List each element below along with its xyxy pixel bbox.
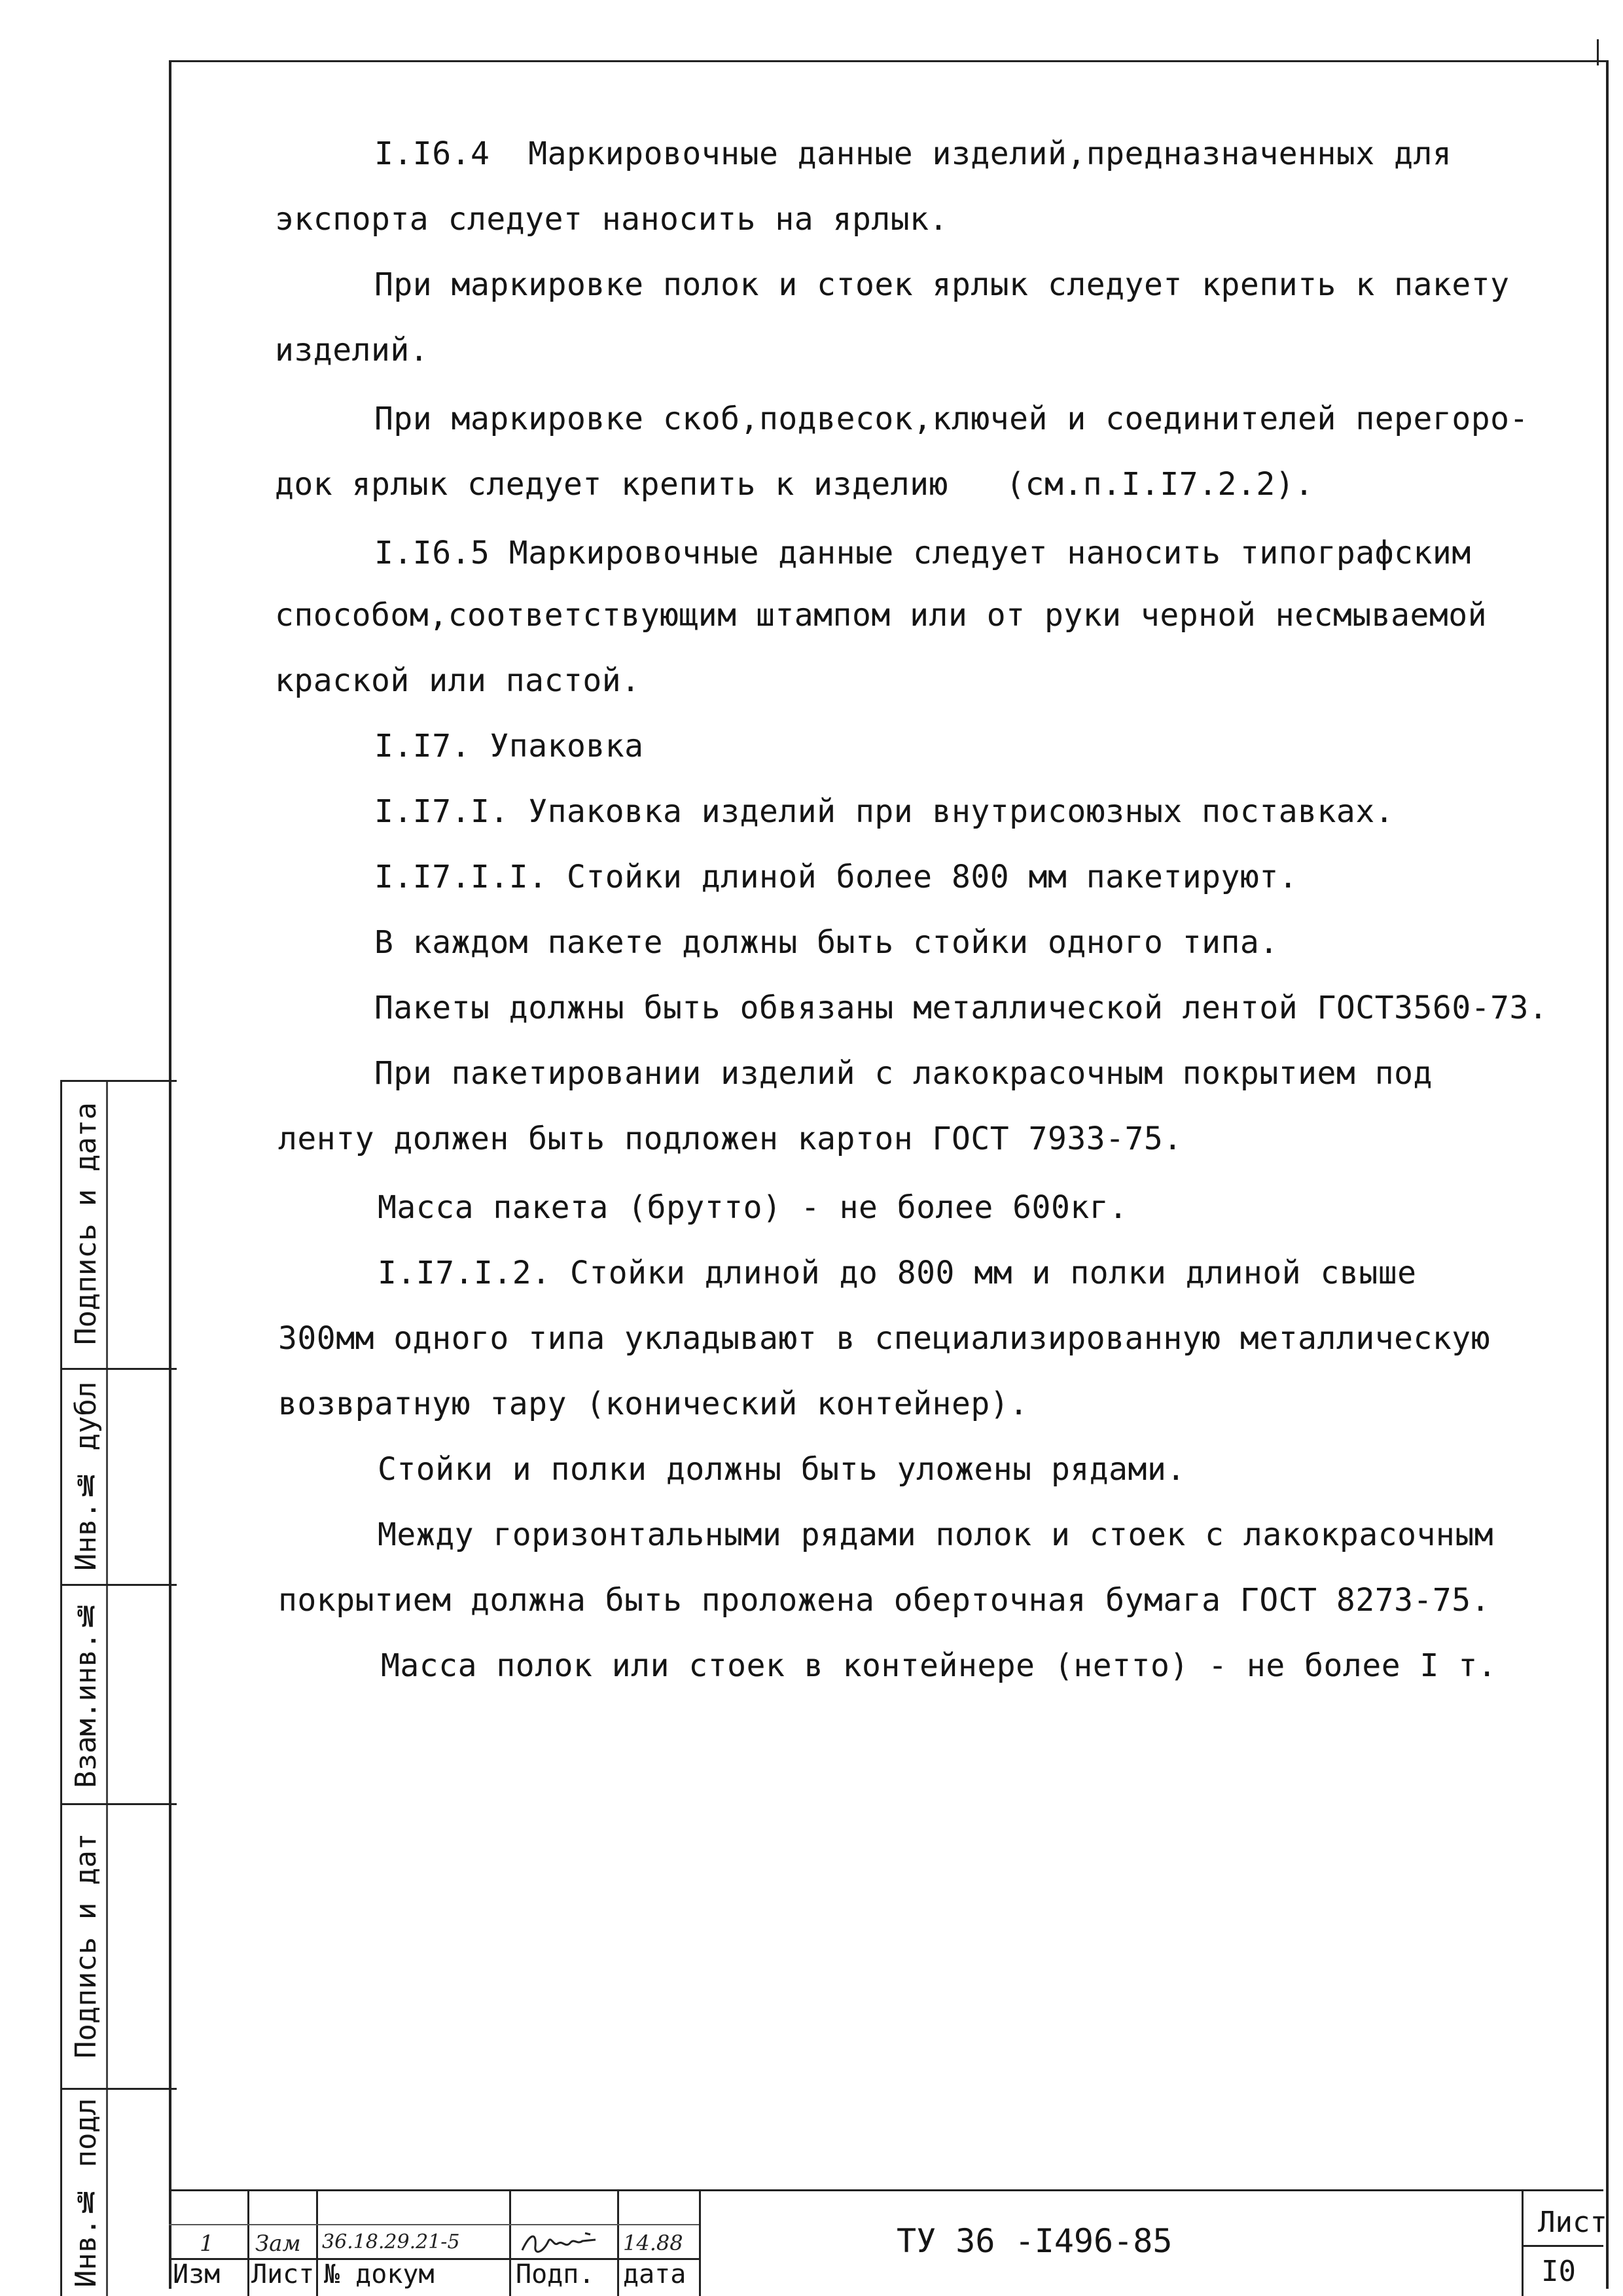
margin-border-left	[60, 1080, 62, 2296]
title-block-col	[617, 2189, 619, 2296]
sheet-box-divider	[1522, 2245, 1603, 2247]
paragraph-line: При пакетировании изделий с лакокрасочным покрытием под	[374, 1055, 1433, 1092]
margin-divider	[60, 2088, 169, 2090]
margin-divider-ext	[169, 2088, 177, 2090]
header-izm: Изм	[173, 2259, 221, 2289]
list-value: Зам	[255, 2231, 301, 2257]
title-block-col	[316, 2189, 318, 2296]
frame-corner-tick	[1597, 39, 1599, 65]
margin-label-podpis-data: Подпись и дата	[69, 1102, 103, 1346]
margin-divider-ext	[169, 1080, 177, 1082]
paragraph-line: I.I7.I.2. Стойки длиной до 800 мм и полки длиной свыше	[378, 1255, 1417, 1291]
header-dokum: № докум	[324, 2259, 435, 2289]
title-block-border	[169, 2189, 1603, 2191]
title-block-col	[247, 2189, 249, 2296]
paragraph-line: Масса полок или стоек в контейнере (нетто) - не более I т.	[381, 1647, 1497, 1684]
margin-divider	[60, 1803, 169, 1805]
header-podp: Подп.	[516, 2259, 595, 2289]
paragraph-line: Пакеты должны быть обвязаны металлической лентой ГОСТ3560-73.	[374, 990, 1548, 1026]
paragraph-line: Стойки и полки должны быть уложены рядами.	[378, 1451, 1186, 1488]
margin-divider-ext	[169, 1584, 177, 1586]
title-block-col	[699, 2189, 701, 2296]
dokum-value: 36.18.29.21-5	[322, 2231, 460, 2253]
signature-image	[517, 2227, 612, 2258]
document-designation: ТУ 36 -I496-85	[897, 2222, 1173, 2260]
margin-label-vzam-inv: Взам.инв.№	[69, 1598, 103, 1789]
paragraph-line: При маркировке полок и стоек ярлык следует крепить к пакету	[374, 266, 1510, 303]
margin-divider-ext	[169, 1368, 177, 1370]
paragraph-line: экспорта следует наносить на ярлык.	[275, 201, 948, 238]
margin-label-podpis-dat: Подпись и дат	[69, 1833, 103, 2058]
title-block-row	[169, 2224, 699, 2225]
margin-divider	[60, 1584, 169, 1586]
paragraph-line: В каждом пакете должны быть стойки одного типа.	[374, 924, 1279, 961]
paragraph-line: I.I7.I. Упаковка изделий при внутрисоюзных поставках.	[374, 793, 1395, 830]
margin-border-mid	[106, 1080, 108, 2296]
sheet-number: I0	[1541, 2255, 1576, 2288]
paragraph-line: I.I7.I.I. Стойки длиной более 800 мм пакетируют.	[374, 859, 1298, 895]
paragraph-line: Масса пакета (брутто) - не более 600кг.	[378, 1189, 1128, 1226]
page-frame	[169, 60, 1609, 2289]
data-value: 14.88	[623, 2231, 683, 2255]
paragraph-line: краской или пастой.	[275, 662, 641, 699]
margin-divider-ext	[169, 1803, 177, 1805]
title-block-col	[509, 2189, 511, 2296]
sheet-label: Лист	[1538, 2206, 1607, 2239]
paragraph-line: Между горизонтальными рядами полок и стоек с лакокрасочным	[378, 1516, 1494, 1553]
paragraph-line: док ярлык следует крепить к изделию (см.п.I.I7.2.2).	[275, 466, 1314, 503]
title-block-col	[1522, 2189, 1524, 2296]
margin-label-inv-dubl: Инв.№ дубл	[69, 1381, 103, 1571]
paragraph-line: I.I6.4 Маркировочные данные изделий,предназначенных для	[374, 135, 1452, 172]
paragraph-line: ленту должен быть подложен картон ГОСТ 7933-75.	[278, 1121, 1183, 1157]
margin-label-inv-podl: Инв.№ подл	[69, 2098, 103, 2287]
section-heading: I.I7. Упаковка	[374, 728, 644, 764]
paragraph-line: При маркировке скоб,подвесок,ключей и соединителей перегоро-	[374, 401, 1529, 437]
paragraph-line: изделий.	[275, 332, 429, 368]
header-list: Лист	[251, 2259, 315, 2289]
paragraph-line: 300мм одного типа укладывают в специализированную металлическую	[278, 1320, 1491, 1357]
paragraph-line: покрытием должна быть проложена оберточная бумага ГОСТ 8273-75.	[278, 1582, 1491, 1619]
margin-divider	[60, 1368, 169, 1370]
paragraph-line: I.I6.5 Маркировочные данные следует наносить типографским	[374, 535, 1471, 571]
izm-value: 1	[200, 2231, 214, 2257]
paragraph-line: возвратную тару (конический контейнер).	[278, 1386, 1029, 1422]
header-data: дата	[623, 2259, 687, 2289]
paragraph-line: способом,соответствующим штампом или от руки черной несмываемой	[275, 597, 1488, 634]
margin-divider	[60, 1080, 169, 1082]
